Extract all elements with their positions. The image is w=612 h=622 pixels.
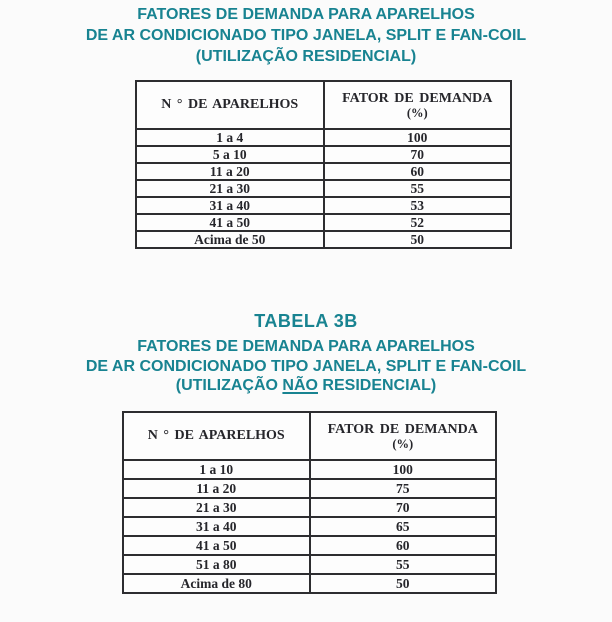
appliances-range-cell: Acima de 50: [136, 231, 324, 248]
demand-factor-cell: 70: [324, 146, 512, 163]
appliances-range-cell: 1 a 10: [123, 460, 310, 479]
demand-factor-unit-label: (%): [406, 105, 428, 120]
appliances-range-cell: Acima de 80: [123, 574, 310, 593]
demand-factor-cell: 100: [310, 460, 497, 479]
non-residential-title-line-2: DE AR CONDICIONADO TIPO JANELA, SPLIT E FAN-COIL: [85, 357, 527, 375]
appliances-range-cell: 1 a 4: [136, 129, 324, 146]
demand-factor-cell: 70: [310, 498, 497, 517]
appliances-column-header: [136, 81, 324, 129]
appliances-column-header-label: N ° DE APARELHOS: [147, 428, 285, 443]
demand-factor-cell: 75: [310, 479, 497, 498]
table-row: [123, 574, 496, 593]
residential-title-line-2: DE AR CONDICIONADO TIPO JANELA, SPLIT E FAN-COIL: [85, 27, 527, 44]
demand-factor-cell: 52: [324, 214, 512, 231]
table-row: [136, 180, 511, 197]
non-residential-table-header: [123, 412, 496, 460]
residential-section-title: [0, 4, 612, 67]
demand-factor-cell: 55: [310, 555, 497, 574]
table-row: [136, 146, 511, 163]
residential-table-body: [136, 129, 511, 248]
appliances-range-cell: 11 a 20: [136, 163, 324, 180]
appliances-range-cell: 41 a 50: [136, 214, 324, 231]
residential-table-header: [136, 81, 511, 129]
non-residential-demand-table: [122, 411, 497, 594]
appliances-range-cell: 51 a 80: [123, 555, 310, 574]
demand-factor-cell: 50: [324, 231, 512, 248]
demand-factor-cell: 60: [324, 163, 512, 180]
table-row: [123, 555, 496, 574]
appliances-range-cell: 31 a 40: [123, 517, 310, 536]
demand-factor-cell: 55: [324, 180, 512, 197]
header-row: [123, 412, 496, 460]
table-3b-label: TABELA 3B: [254, 311, 358, 331]
demand-factor-column-header: [324, 81, 512, 129]
non-residential-title-line-1: FATORES DE DEMANDA PARA APARELHOS: [137, 338, 475, 355]
appliances-range-cell: 31 a 40: [136, 197, 324, 214]
residential-title-line-1: FATORES DE DEMANDA PARA APARELHOS: [137, 6, 475, 23]
table-row: [136, 163, 511, 180]
demand-factor-cell: 50: [310, 574, 497, 593]
table-row: [136, 129, 511, 146]
residential-demand-table: [135, 80, 512, 249]
non-residential-title-line-3: [0, 376, 612, 396]
table-row: [123, 479, 496, 498]
header-row: [136, 81, 511, 129]
table-row: [123, 536, 496, 555]
appliances-column-header-label: N ° DE APARELHOS: [161, 97, 299, 112]
demand-factor-cell: 100: [324, 129, 512, 146]
table-row: [123, 460, 496, 479]
appliances-range-cell: 41 a 50: [123, 536, 310, 555]
residential-title-line-3: (UTILIZAÇÃO RESIDENCIAL): [195, 48, 417, 65]
appliances-column-header: [123, 412, 310, 460]
demand-factor-cell: 60: [310, 536, 497, 555]
utilization-prefix: (UTILIZAÇÃO: [175, 377, 283, 394]
nao-underlined-word: NÃO: [282, 377, 318, 394]
appliances-range-cell: 11 a 20: [123, 479, 310, 498]
utilization-suffix: RESIDENCIAL): [317, 377, 437, 394]
non-residential-section-title: [0, 337, 612, 396]
demand-factor-column-header-label: FATOR DE DEMANDA: [342, 90, 493, 106]
table-row: [123, 498, 496, 517]
table-row: [123, 517, 496, 536]
demand-factor-cell: 53: [324, 197, 512, 214]
demand-factor-column-header: [310, 412, 497, 460]
demand-factor-cell: 65: [310, 517, 497, 536]
table-row: [136, 197, 511, 214]
appliances-range-cell: 21 a 30: [123, 498, 310, 517]
demand-factor-unit-label: (%): [392, 436, 414, 451]
appliances-range-cell: 21 a 30: [136, 180, 324, 197]
non-residential-table-body: [123, 460, 496, 593]
table-row: [136, 231, 511, 248]
demand-factor-column-header-label: FATOR DE DEMANDA: [327, 421, 478, 437]
appliances-range-cell: 5 a 10: [136, 146, 324, 163]
table-row: [136, 214, 511, 231]
